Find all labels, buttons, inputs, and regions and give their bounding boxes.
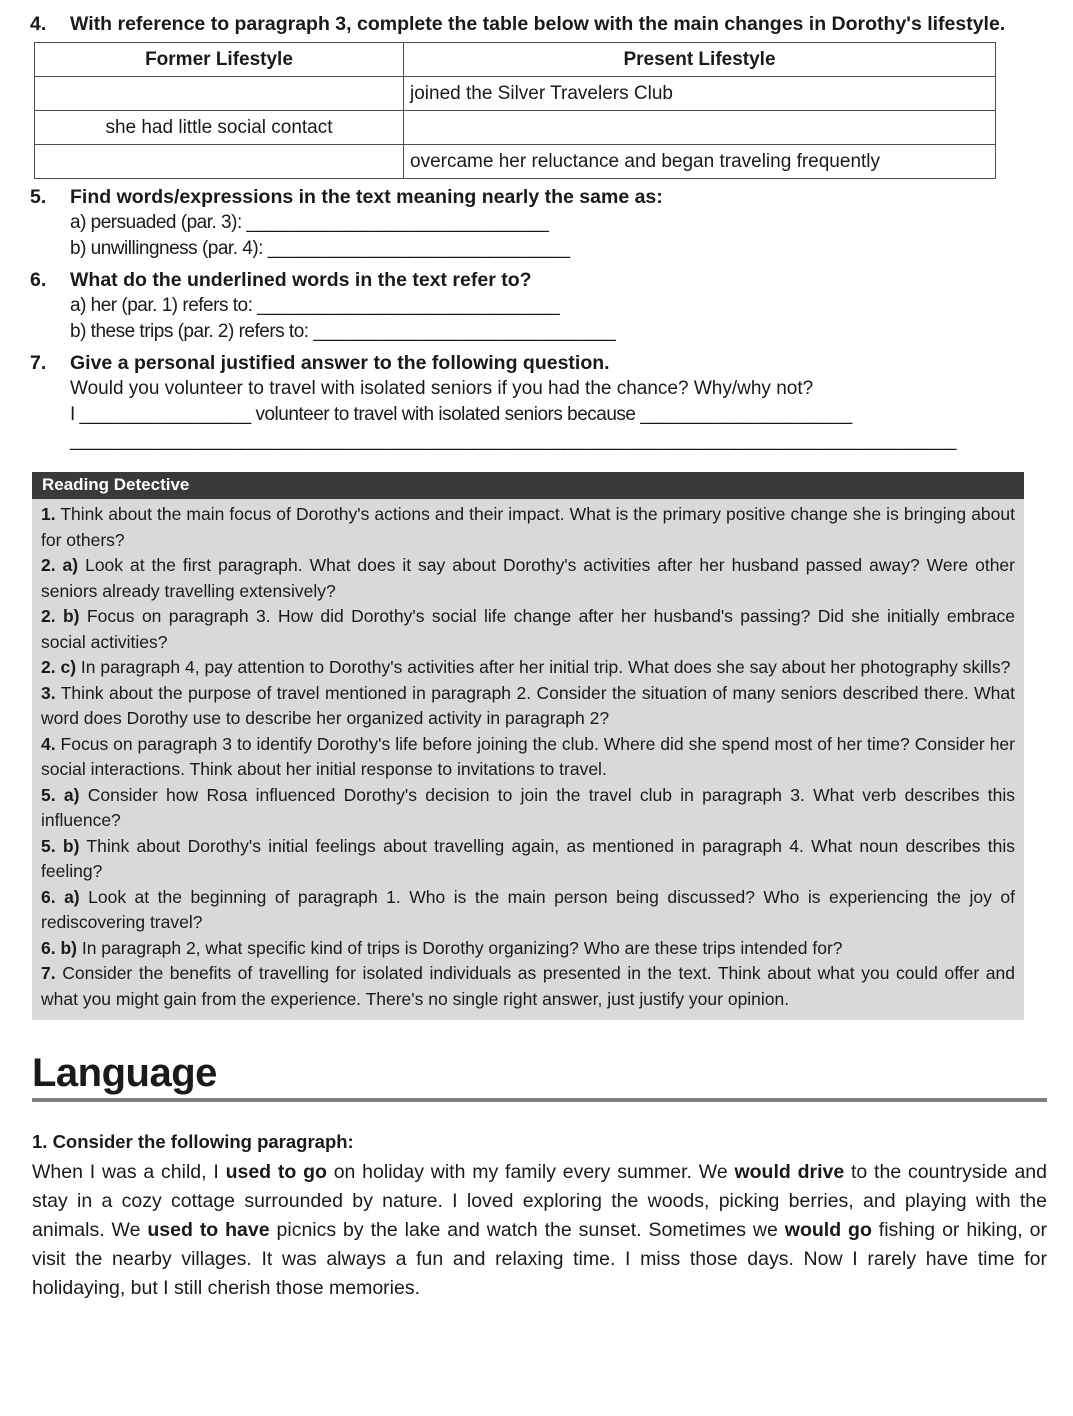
item-label: 2. b) (41, 606, 80, 626)
table-header-former: Former Lifestyle (35, 43, 404, 77)
lifestyle-table (34, 42, 996, 179)
question-5-body (70, 185, 1045, 262)
question-6 (28, 268, 1045, 345)
question-4-title: With reference to paragraph 3, complete the table below with the main changes in Dorothy's lifestyle. (70, 13, 1006, 35)
question-6-title: What do the underlined words in the text refer to? (70, 269, 532, 291)
item-label: 3. (41, 682, 56, 703)
question-5-number: 5. (30, 186, 47, 208)
question-7 (28, 351, 1045, 454)
language-paragraph (32, 1158, 1047, 1303)
item-text: Look at the beginning of paragraph 1. Who is the main person being discussed? Who is experiencing the joy of rediscovering travel? (41, 886, 1015, 932)
cell-present-2[interactable] (404, 111, 996, 145)
paragraph-bold-phrase: would drive (734, 1161, 845, 1183)
table-row (35, 77, 996, 111)
item-text: Look at the first paragraph. What does it say about Dorothy's activities after her husband passed away? Were other seniors already travelling extensively? (41, 555, 1015, 601)
cell-former-1[interactable] (35, 77, 404, 111)
item-text: Consider how Rosa influenced Dorothy's decision to join the travel club in paragraph 3. What verb describes this influence? (41, 784, 1015, 830)
paragraph-bold-phrase: used to go (225, 1161, 327, 1183)
question-4 (28, 12, 1045, 37)
item-text: In paragraph 2, what specific kind of trips is Dorothy organizing? Who are these trips intended for? (76, 937, 843, 958)
reading-detective-item (41, 655, 1015, 681)
question-7-number: 7. (30, 352, 47, 374)
question-7-blank-line[interactable]: ________________________________________________________________________________________ (70, 430, 956, 451)
reading-detective-item (41, 783, 1015, 834)
table-row (35, 145, 996, 179)
item-text: Think about the main focus of Dorothy's actions and their impact. What is the primary positive change she is bringing about for others? (41, 504, 1015, 550)
paragraph-text: to the countryside and stay in a cozy cottage surrounded by nature. I loved exploring the woods, picking berries, and playing with the animals. We (32, 1161, 1047, 1241)
reading-detective-item (41, 961, 1015, 1012)
item-label: 2. c) (41, 657, 77, 677)
paragraph-text: fishing or hiking, or visit the nearby villages. It was always a fun and relaxing time. I miss those days. Now I rarely have time for holidaying, but I still cherish those memories. (32, 1219, 1047, 1299)
reading-detective-heading: Reading Detective (32, 472, 1024, 499)
item-label: 2. a) (41, 555, 79, 575)
paragraph-text: on holiday with my family every summer. We (326, 1161, 735, 1183)
paragraph-bold-phrase: would go (784, 1219, 872, 1241)
question-5 (28, 185, 1045, 262)
item-text: Think about Dorothy's initial feelings about travelling again, as mentioned in paragraph 4. What noun describes this feeling? (41, 835, 1015, 881)
item-label: 5. a) (41, 784, 80, 805)
reading-detective-body (32, 499, 1024, 1020)
question-6-item-b[interactable]: b) these trips (par. 2) refers to: ______________________________ (70, 321, 616, 342)
item-text: In paragraph 4, pay attention to Dorothy's activities after her initial trip. What does she say about her photography skills? (76, 657, 1011, 677)
item-label: 6. a) (41, 886, 80, 907)
question-4-number: 4. (30, 13, 47, 35)
question-5-title: Find words/expressions in the text meaning nearly the same as: (70, 186, 663, 208)
paragraph-text: When I was a child, I (32, 1161, 226, 1183)
reading-detective-item (41, 834, 1015, 885)
cell-former-3[interactable] (35, 145, 404, 179)
language-divider (32, 1098, 1047, 1102)
item-label: 4. (41, 733, 56, 754)
table-header-present: Present Lifestyle (404, 43, 996, 77)
cell-present-1[interactable]: joined the Silver Travelers Club (404, 77, 996, 111)
question-6-body (70, 268, 1045, 345)
reading-detective-item (41, 604, 1015, 655)
table-row (35, 111, 996, 145)
language-question-1: 1. Consider the following paragraph: (32, 1131, 354, 1152)
reading-detective-item (41, 502, 1015, 553)
table-header-row (35, 43, 996, 77)
item-text: Focus on paragraph 3 to identify Dorothy's life before joining the club. Where did she spend most of her time? Consider her social interactions. Think about her initial response to invitations to travel. (41, 733, 1015, 779)
question-7-body (70, 351, 1045, 454)
cell-former-2[interactable]: she had little social contact (35, 111, 404, 145)
question-7-title: Give a personal justified answer to the following question. (70, 352, 610, 374)
cell-present-3[interactable]: overcame her reluctance and began traveling frequently (404, 145, 996, 179)
question-6-item-a[interactable]: a) her (par. 1) refers to: ______________________________ (70, 295, 560, 316)
item-label: 1. (41, 504, 56, 524)
paragraph-text: picnics by the lake and watch the sunset. Sometimes we (269, 1219, 785, 1241)
question-5-item-a[interactable]: a) persuaded (par. 3): ______________________________ (70, 212, 549, 233)
question-6-number: 6. (30, 269, 47, 291)
item-text: Focus on paragraph 3. How did Dorothy's social life change after her husband's passing? Did she initially embrace social activities? (41, 606, 1015, 652)
reading-detective-item (41, 553, 1015, 604)
paragraph-bold-phrase: used to have (147, 1219, 270, 1241)
item-text: Think about the purpose of travel mentioned in paragraph 2. Consider the situation of many seniors described there. What word does Dorothy use to describe her organized activity in paragraph 2? (41, 682, 1015, 728)
reading-detective-item (41, 681, 1015, 732)
question-7-answer-line[interactable]: I _________________ volunteer to travel with isolated seniors because _____________________ (70, 404, 852, 425)
reading-detective-item (41, 936, 1015, 962)
item-label: 7. (41, 963, 56, 983)
language-section-title: Language (32, 1051, 217, 1095)
item-label: 5. b) (41, 835, 80, 856)
item-text: Consider the benefits of travelling for isolated individuals as presented in the text. Think about what you could offer and what you might gain from the experience. There's no single right answer, just justify your opinion. (41, 963, 1015, 1009)
reading-detective-item (41, 732, 1015, 783)
reading-detective-item (41, 885, 1015, 936)
question-5-item-b[interactable]: b) unwillingness (par. 4): ______________________________ (70, 238, 570, 259)
question-7-prompt: Would you volunteer to travel with isolated seniors if you had the chance? Why/why not? (70, 378, 814, 399)
item-label: 6. b) (41, 937, 77, 958)
question-4-body (70, 12, 1045, 37)
reading-detective-panel (32, 472, 1024, 1020)
